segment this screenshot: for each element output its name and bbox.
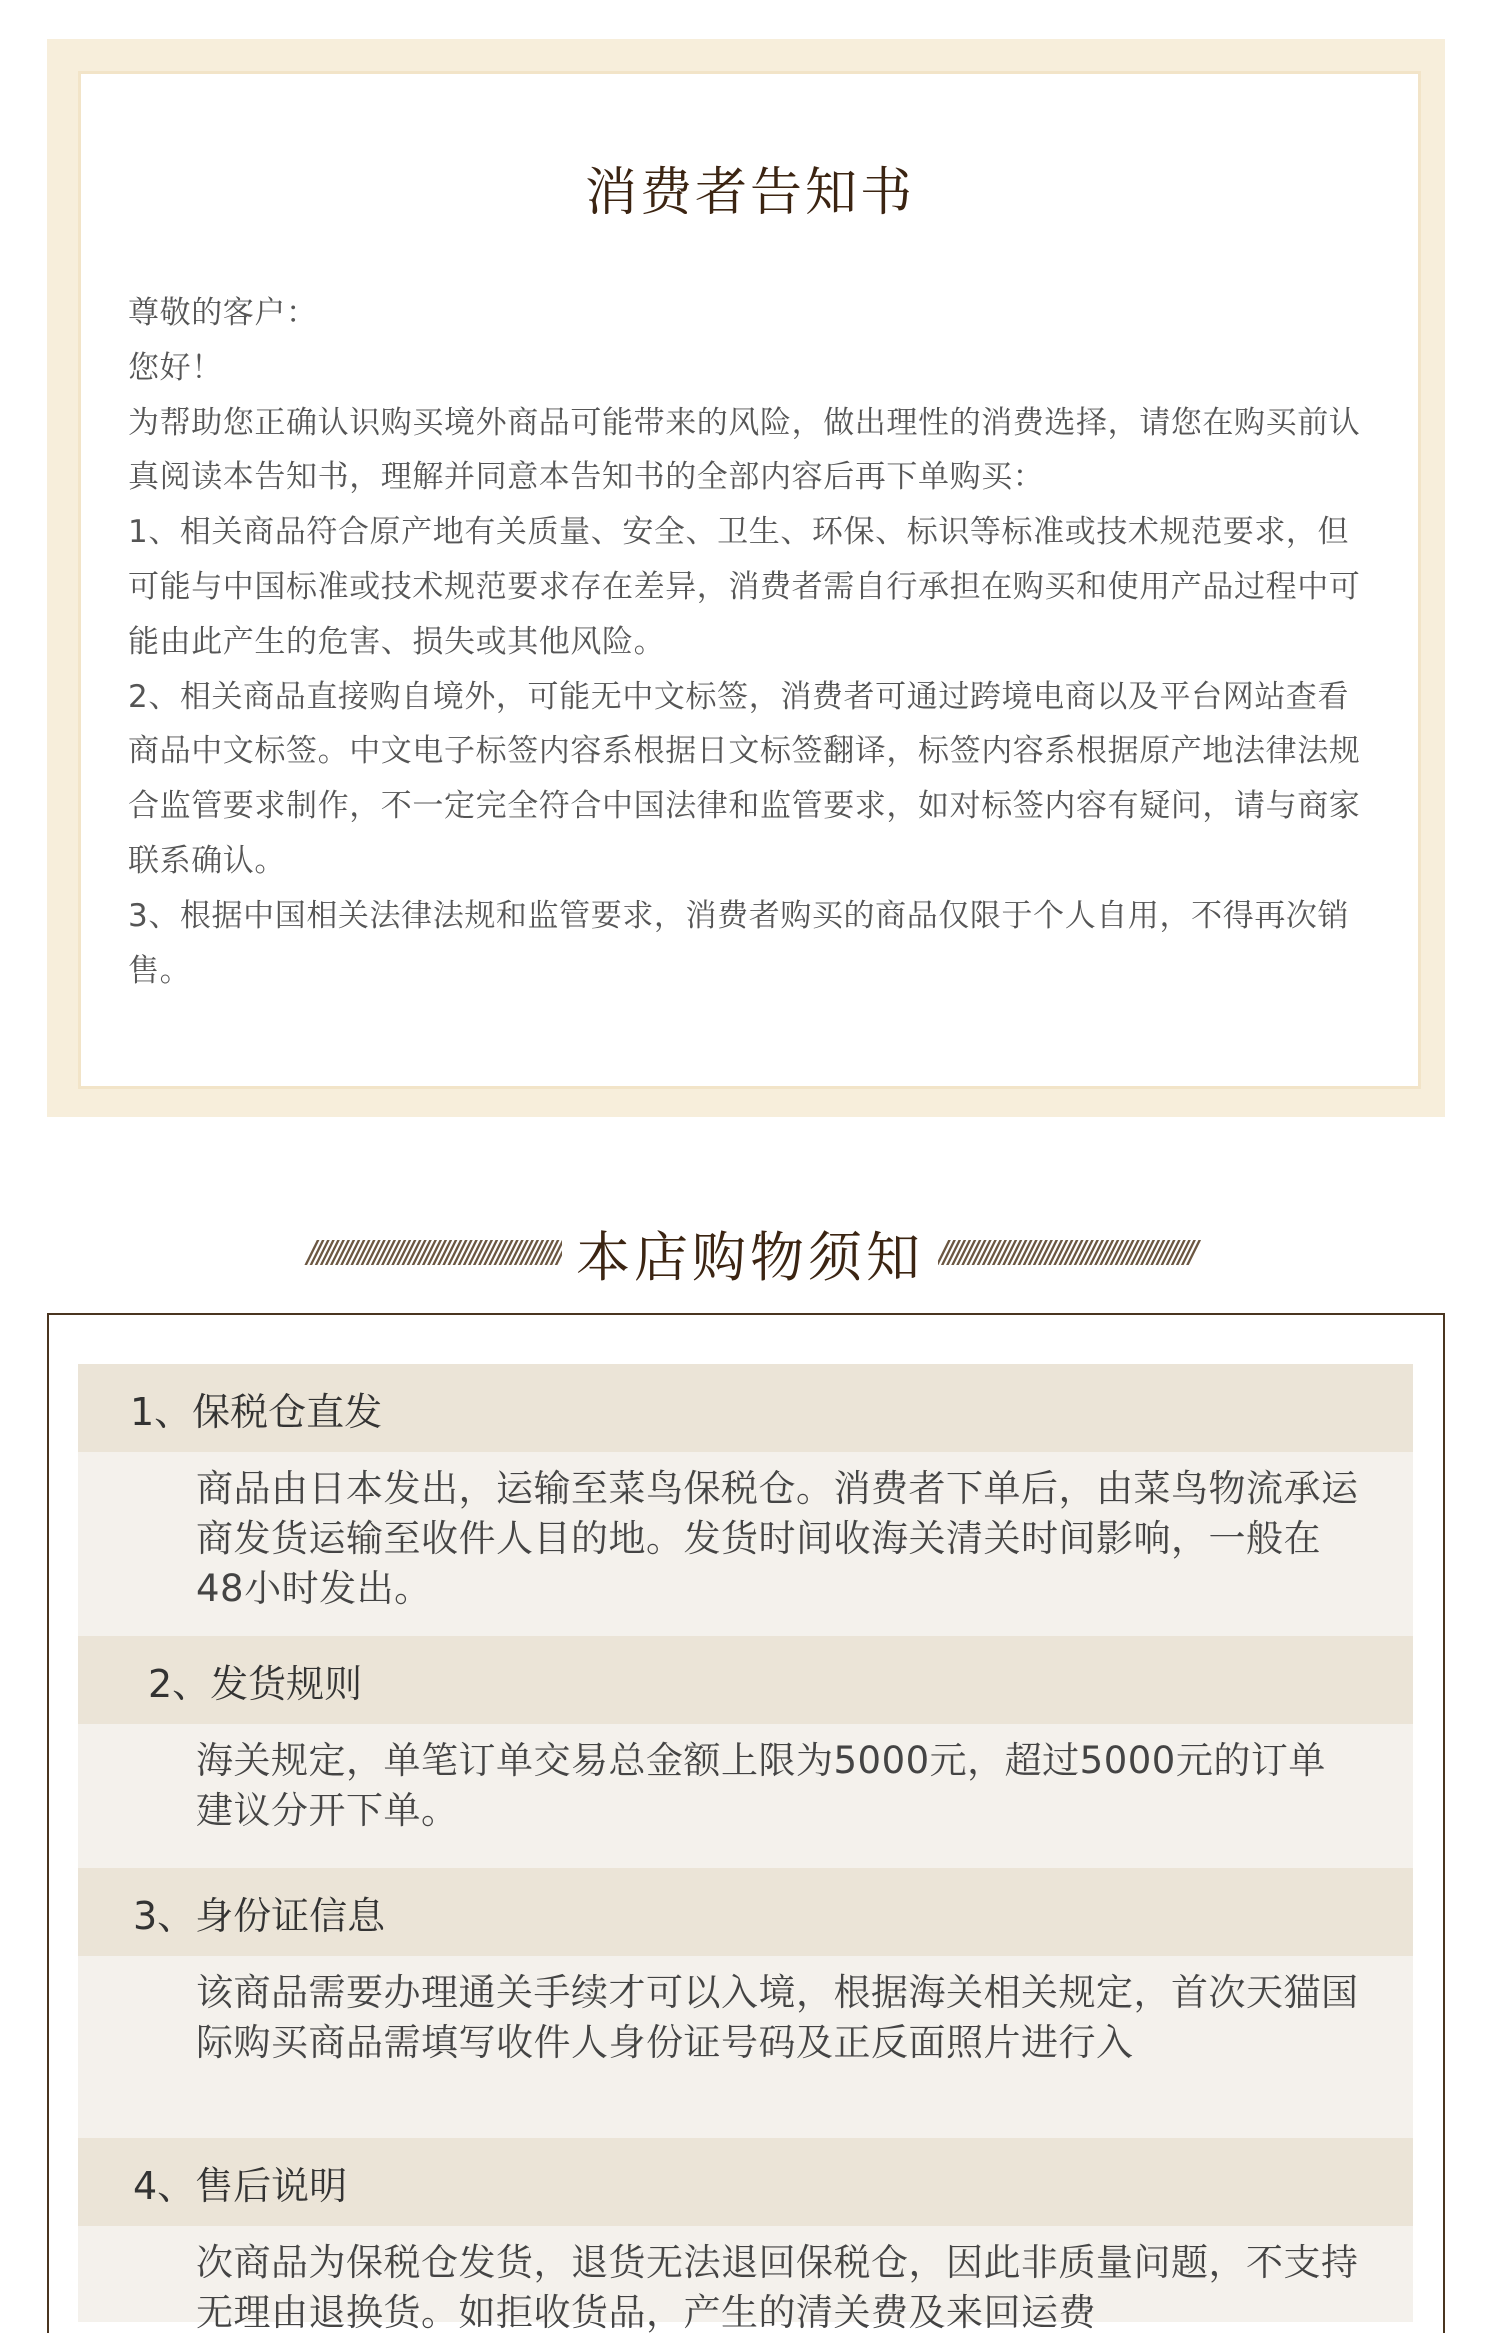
notice-hello: 您好！	[128, 349, 223, 386]
section-body-after-sales: 次商品为保税仓发货，退货无法退回保税仓，因此非质量问题，不支持无理由退换货。如拒收货品，产生的清关费及来回运费	[78, 2226, 1413, 2322]
section-body-shipping-rules: 海关规定，单笔订单交易总金额上限为5000元，超过5000元的订单建议分开下单。	[78, 1724, 1413, 1868]
section-body-id-info: 该商品需要办理通关手续才可以入境，根据海关相关规定，首次天猫国际购买商品需填写收件人身份证号码及正反面照片进行入	[78, 1956, 1413, 2138]
notice-intro: 为帮助您正确认识购买境外商品可能带来的风险，做出理性的消费选择，请您在购买前认真阅读本告知书，理解并同意本告知书的全部内容后再下单购买：	[128, 404, 1361, 496]
section-heading-after-sales: 4、售后说明	[78, 2138, 1413, 2226]
consumer-notice-title: 消费者告知书	[584, 163, 915, 223]
shop-notice-header	[58, 1218, 1442, 1288]
notice-item-2: 2、相关商品直接购自境外，可能无中文标签，消费者可通过跨境电商以及平台网站查看商品中文标签。中文电子标签内容系根据日文标签翻译，标签内容系根据原产地法律法规合监管要求制作，不一定完全符合中国法律和监管要求，如对标签内容有疑问，请与商家联系确认。	[128, 678, 1361, 879]
decorative-slashes-left: //////////////////////////////////////////////////	[306, 1240, 562, 1266]
decorative-slashes-right: //////////////////////////////////////////////////	[938, 1240, 1194, 1266]
consumer-notice-body	[128, 286, 1380, 998]
section-heading-bonded-warehouse: 1、保税仓直发	[78, 1364, 1413, 1452]
notice-item-1: 1、相关商品符合原产地有关质量、安全、卫生、环保、标识等标准或技术规范要求，但可能与中国标准或技术规范要求存在差异，消费者需自行承担在购买和使用产品过程中可能由此产生的危害、损失或其他风险。	[128, 514, 1361, 660]
section-body-bonded-warehouse: 商品由日本发出，运输至菜鸟保税仓。消费者下单后，由菜鸟物流承运商发货运输至收件人目的地。发货时间收海关清关时间影响，一般在48小时发出。	[78, 1452, 1413, 1636]
section-heading-shipping-rules: 2、发货规则	[78, 1636, 1413, 1724]
notice-greeting: 尊敬的客户：	[128, 295, 318, 331]
shop-notice-title: 本店购物须知	[576, 1225, 924, 1289]
section-heading-id-info: 3、身份证信息	[78, 1868, 1413, 1956]
notice-item-3: 3、根据中国相关法律法规和监管要求，消费者购买的商品仅限于个人自用，不得再次销售。	[128, 897, 1350, 989]
